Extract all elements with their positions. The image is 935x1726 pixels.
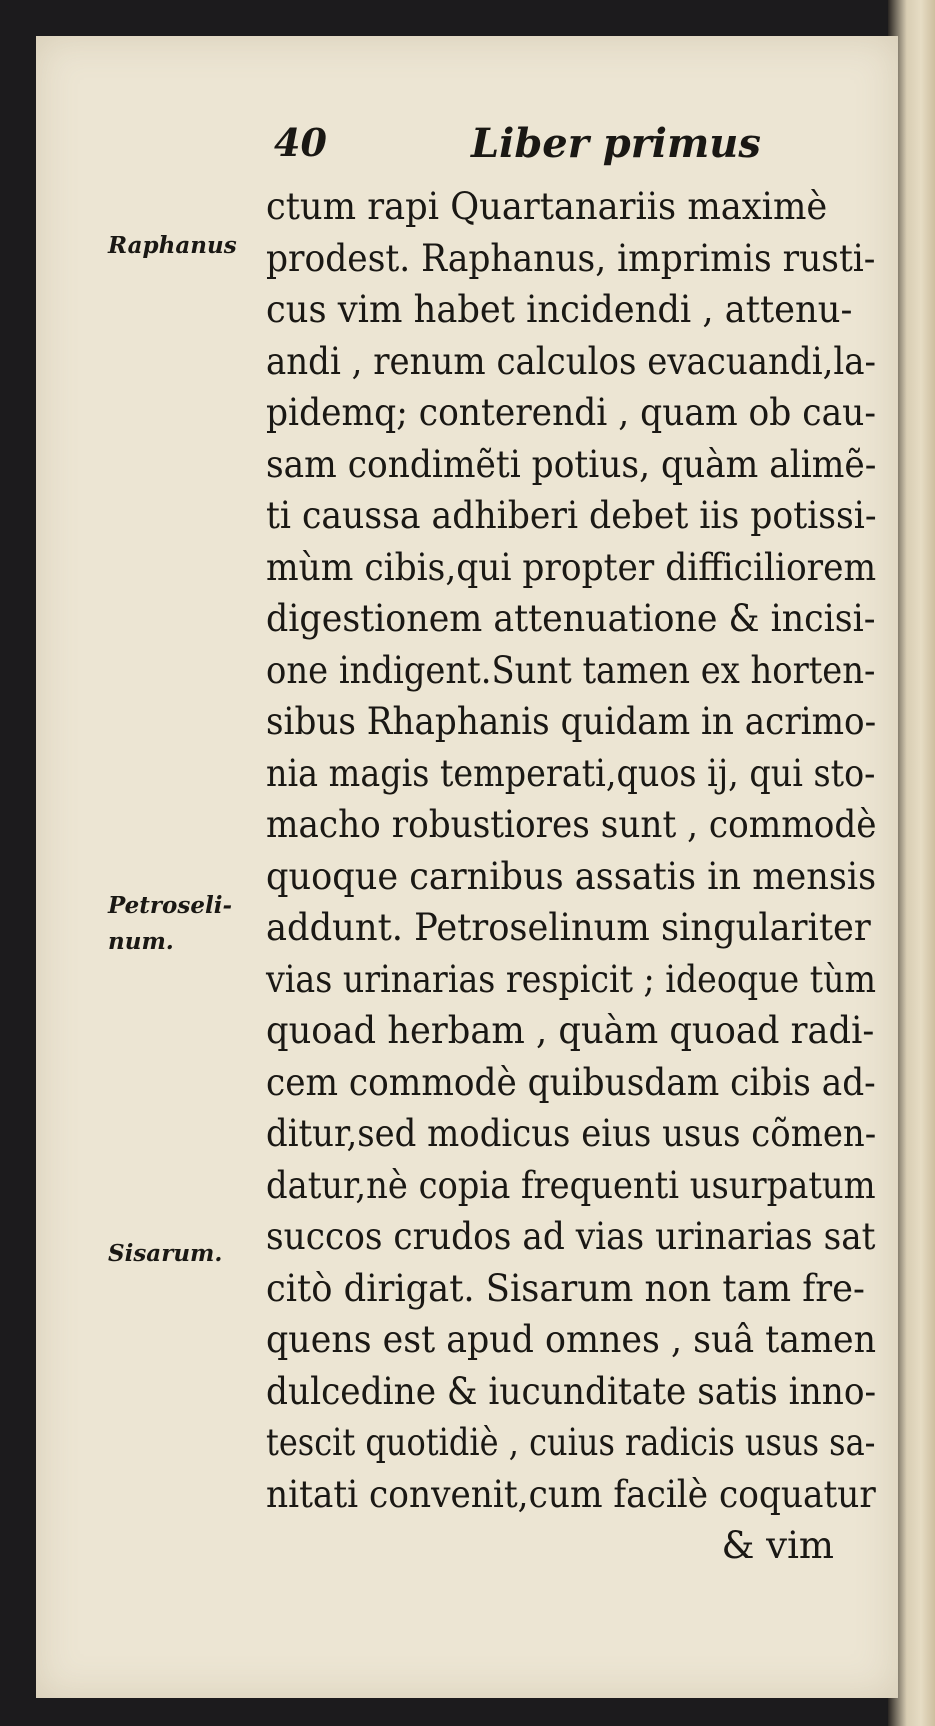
text-line: tescit quotidiè , cuius radicis usus sa-	[266, 1421, 876, 1464]
book-page	[36, 36, 898, 1698]
text-line: quoque carnibus assatis in mensis	[266, 854, 877, 898]
text-line: quens est apud omnes , suâ tamen	[266, 1318, 877, 1361]
text-line: dulcedine & iucunditate satis inno-	[266, 1369, 877, 1413]
text-line: pidemq; conterendi , quam ob cau-	[266, 391, 876, 434]
text-line: andi , renum calculos evacuandi,la-	[266, 339, 877, 383]
text-line: prodest. Raphanus, imprimis rusti-	[266, 236, 876, 280]
text-line: ditur,sed modicus eius usus cõmen-	[266, 1112, 877, 1155]
text-line: mùm cibis,qui propter difficiliorem	[266, 545, 877, 589]
text-line: cus vim habet incidendi , attenu-	[266, 288, 853, 331]
text-line: quoad herbam , quàm quoad radi-	[266, 1009, 875, 1052]
text-line: sibus Rhaphanis quidam in acrimo-	[266, 700, 877, 743]
text-line: digestionem attenuatione & incisi-	[266, 597, 876, 640]
marginal-note-raphanus	[108, 228, 258, 264]
body-text	[266, 181, 906, 1572]
text-line: sam condimẽti potius, quàm alimẽ-	[266, 442, 877, 486]
catchword: & vim	[721, 1524, 834, 1567]
text-line: citò dirigat. Sisarum non tam fre-	[266, 1266, 865, 1310]
running-head: Liber primus	[471, 120, 761, 167]
marginal-note-line: Petroseli-	[108, 892, 232, 919]
text-line: addunt. Petroselinum singulariter	[266, 906, 871, 949]
text-line: nitati convenit,cum facilè coquatur	[266, 1472, 876, 1516]
marginal-note-petroselinum	[108, 888, 258, 960]
text-line: succos crudos ad vias urinarias sat	[266, 1215, 876, 1258]
marginal-note-sisarum	[108, 1236, 258, 1272]
text-line: datur,nè copia frequenti usurpatum	[266, 1163, 876, 1207]
page-header	[36, 114, 898, 174]
text-line: cem commodè quibusdam cibis ad-	[266, 1060, 876, 1104]
text-line: vias urinarias respicit ; ideoque tùm	[266, 957, 876, 1001]
marginal-note-line: Sisarum.	[108, 1240, 223, 1267]
marginal-note-line: Raphanus	[108, 232, 237, 259]
text-line: nia magis temperati,quos ij, qui sto-	[266, 751, 876, 795]
text-line: ti caussa adhiberi debet iis potissi-	[266, 494, 877, 537]
page-number: 40	[274, 120, 327, 165]
marginal-note-line: num.	[108, 928, 174, 955]
text-line: ctum rapi Quartanariis maximè	[266, 185, 828, 228]
text-line: macho robustiores sunt , commodè	[266, 803, 877, 846]
text-line: one indigent.Sunt tamen ex horten-	[266, 648, 876, 692]
